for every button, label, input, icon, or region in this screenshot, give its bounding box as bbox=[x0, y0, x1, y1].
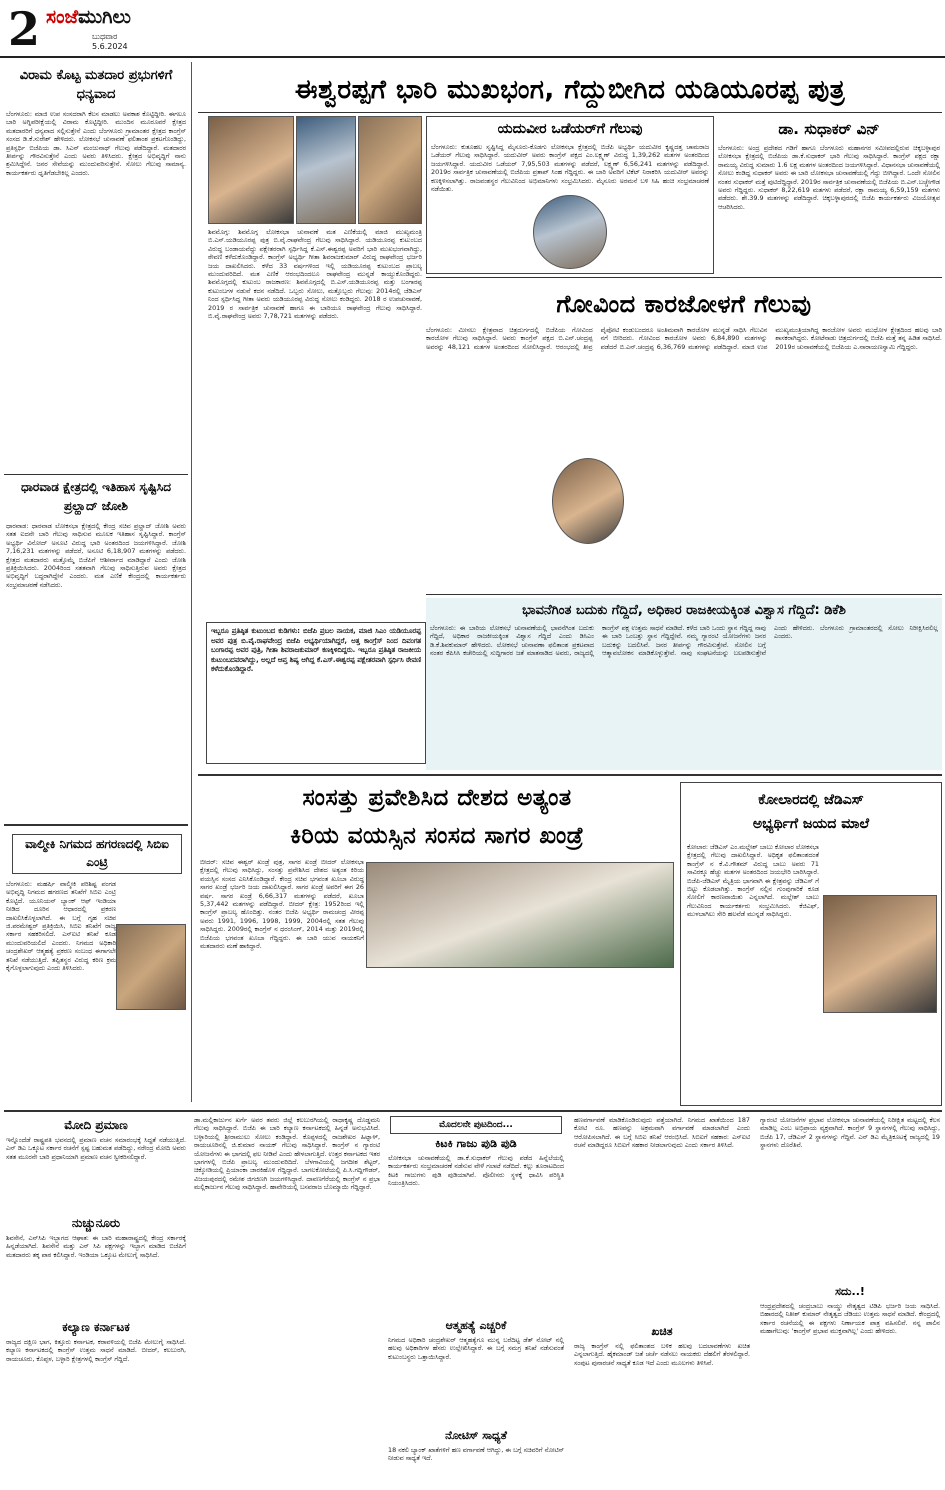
divider bbox=[198, 112, 942, 113]
kolar-body: ಕೋಲಾರ: ಜೆಡಿಎಸ್ ಎಂ.ಮಲ್ಲೇಶ್ ಬಾಬು ಕೋಲಾರ ಲೋಕಸಭಾ ಕ್ಷೇತ್ರದಲ್ಲಿ ಗೆಲುವು ದಾಖಲಿಸಿದ್ದಾರೆ. ಅಧಿಕೃತ ಫಲಿತಾಂಶದಂತೆ ಕಾಂಗ್ರೆಸ್ ನ ಕೆ.ವಿ.ಗೌತಮ್ ವಿರುದ್ಧ ಬಾಬು ಅವರು 71 ಸಾವಿರಕ್ಕೂ ಹೆಚ್ಚು ಮತಗಳ ಅಂತರದಿಂದ ಜಯಭೇರಿ ಬಾರಿಸಿದ್ದಾರೆ. ಬಿಜೆಪಿ-ಜೆಡಿಎಸ್ ಮೈತ್ರಿಯ ಭಾಗವಾಗಿ ಈ ಕ್ಷೇತ್ರವನ್ನು ಜೆಡಿಎಸ್ ಗೆ ಬಿಟ್ಟು ಕೊಡಲಾಗಿತ್ತು. ಕಾಂಗ್ರೆಸ್ ನಲ್ಲಿನ ಗುಂಪುಗಾರಿಕೆ ಕೂಡ ಸೋಲಿಗೆ ಕಾರಣವಾಯಿತು ಎನ್ನಲಾಗಿದೆ. ಮಲ್ಲೇಶ್ ಬಾಬು ಗೆಲುವಿನಿಂದ ಕಾರ್ಯಕರ್ತರು ಸಂಭ್ರಮಿಸಿದರು. ಕೆಜಿಎಫ್, ಮುಳಬಾಗಿಲು ಸೇರಿ ಹಲವೆಡೆ ಮುನ್ನಡೆ ಸಾಧಿಸಿದ್ದರು. bbox=[687, 843, 819, 919]
dkshi-headline: ಭಾವನೆಗಿಂತ ಬದುಕು ಗೆದ್ದಿದೆ, ಅಧಿಕಾರ ರಾಜಕೀಯಕ್ಕಿಂತ ವಿಶ್ವಾಸ ಗೆದ್ದಿದೆ: ಡಿಕೆಶಿ bbox=[522, 603, 846, 618]
mysuru-headline: ಯದುವೀರ ಒಡೆಯರ್‌ಗೆ ಗೆಲುವು bbox=[497, 121, 643, 137]
story2-headline: ಧಾರವಾಡ ಕ್ಷೇತ್ರದಲ್ಲಿ ಇತಿಹಾಸ ಸೃಷ್ಟಿಸಿದ ಪ್ರಲ್ಹಾದ್ ಜೋಶಿ bbox=[20, 480, 172, 513]
kolar-headline-1: ಕೋಲಾರದಲ್ಲಿ ಜೆಡಿಎಸ್ bbox=[758, 792, 864, 808]
divider bbox=[426, 277, 942, 278]
col5-body: ಗ್ಯಾರಂಟಿ ಯೋಜನೆಗಳ ಪ್ರಭಾವ ಲೋಕಸಭಾ ಚುನಾವಣೆಯಲ್ಲಿ ನಿರೀಕ್ಷಿತ ಮಟ್ಟದಲ್ಲಿ ಕೆಲಸ ಮಾಡಿಲ್ಲ ಎಂಬ ಅಭಿಪ್ರಾಯ ವ್ಯಕ್ತವಾಗಿದೆ. ಕಾಂಗ್ರೆಸ್ 9 ಸ್ಥಾನಗಳಲ್ಲಿ ಗೆಲುವು ಸಾಧಿಸಿದ್ದು, ಬಿಜೆಪಿ 17, ಜೆಡಿಎಸ್ 2 ಸ್ಥಾನಗಳನ್ನು ಗೆದ್ದಿವೆ. ಎನ್ ಡಿಎ ಮೈತ್ರಿಕೂಟಕ್ಕೆ ರಾಜ್ಯದಲ್ಲಿ 19 ಸ್ಥಾನಗಳು ದೊರೆತಿವೆ. bbox=[760, 1116, 940, 1150]
story1-body: ಬೆಂಗಳೂರು: ಮಾಜಿ ಉಪ ಸಂಸದರಾಗಿ ಕೆಲಸ ಮಾಡಲು ಅವಕಾಶ ಕೊಟ್ಟಿದ್ದೀರಿ. ಈಗಲೂ ಬಾರಿ ಅಗ್ನಿಪರೀಕ್ಷೆಯಲ್ಲಿ ವಿರಾಮ ಕೊಟ್ಟಿದ್ದೀರಿ. ಮುಂದಿನ ಮೂರೂವರೆ ಕ್ಷೇತ್ರದ ಮತದಾರರಿಗೆ ಧನ್ಯವಾದ ಸಲ್ಲಿಸುತ್ತೇನೆ ಎಂದು ಬೆಂಗಳೂರು ಗ್ರಾಮಾಂತರ ಕ್ಷೇತ್ರದ ಕಾಂಗ್ರೆಸ್ ಸಂಸದ ಡಿ.ಕೆ.ಸುರೇಶ್ ಹೇಳಿದರು. ಲೋಕಸಭೆ ಚುನಾವಣೆ ಫಲಿತಾಂಶ ಪ್ರಕಟಗೊಂಡಿದ್ದು, ಪ್ರತಿಸ್ಪರ್ಧಿ ಬಿಜೆಪಿಯ ಡಾ. ಸಿಎನ್ ಮಂಜುನಾಥ್ ಗೆಲುವು ಪಡೆದಿದ್ದಾರೆ. ಮತದಾರರ ತೀರ್ಪನ್ನು ಗೌರವಿಸುತ್ತೇನೆ ಎಂದು ಅವರು ತಿಳಿಸಿದರು. ಕ್ಷೇತ್ರದ ಅಭಿವೃದ್ಧಿಗೆ ನಾನು ಶ್ರಮಿಸಿದ್ದೇನೆ. ಜನರ ಸೇವೆಯನ್ನು ಮುಂದುವರಿಸುತ್ತೇನೆ. ಸೋಲು ಗೆಲುವು ಸಾಮಾನ್ಯ. ಕಾರ್ಯಕರ್ತರು ಧೃತಿಗೆಡಬೇಕಿಲ್ಲ ಎಂದರು. bbox=[6, 110, 186, 177]
sudhakar-body: ಬೆಂಗಳೂರು: ಅಂದ್ರ ಪ್ರದೇಶದ ಗಡಿಗೆ ಹಾಗೂ ಬೆಂಗಳೂರು ಮಹಾನಗರ ಸಮೀಪದಲ್ಲಿರುವ ಚಿಕ್ಕಬಳ್ಳಾಪುರ ಲೋಕಸಭಾ ಕ್ಷೇತ್ರದಲ್ಲಿ ಬಿಜೆಪಿಯ ಡಾ.ಕೆ.ಸುಧಾಕರ್ ಭಾರಿ ಗೆಲುವು ಸಾಧಿಸಿದ್ದಾರೆ. ಕಾಂಗ್ರೆಸ್ ಪಕ್ಷದ ರಕ್ಷಾ ರಾಮಯ್ಯ ವಿರುದ್ಧ ಸುಮಾರು 1.6 ಲಕ್ಷ ಮತಗಳ ಅಂತರದಿಂದ ಜಯಗಳಿಸಿದ್ದಾರೆ. ವಿಧಾನಸಭಾ ಚುನಾವಣೆಯಲ್ಲಿ ಸೋಲು ಕಂಡಿದ್ದ ಸುಧಾಕರ್ ಅವರು ಈ ಬಾರಿ ಲೋಕಸಭಾ ಚುನಾವಣೆಯಲ್ಲಿ ಗೆದ್ದು ಬೀಗಿದ್ದಾರೆ. ಒಂದೇ ಸೋಲಿನ ನಂತರ ಸುಧಾಕರ್ ಮತ್ತೆ ಪುಟಿದೆದ್ದಿದ್ದಾರೆ. 2019ರ ಸಾರ್ವತ್ರಿಕ ಚುನಾವಣೆಯಲ್ಲಿ ಬಿಜೆಪಿಯ ಬಿ.ಎನ್.ಬಚ್ಚೇಗೌಡ ಅವರು ಗೆದ್ದಿದ್ದರು. ಸುಧಾಕರ್ 8,22,619 ಮತಗಳು ಪಡೆದರೆ, ರಕ್ಷಾ ರಾಮಯ್ಯ 6,59,159 ಮತಗಳು ಪಡೆದರು. ಶೇ.39.9 ಮತಗಳನ್ನು ಪಡೆದಿದ್ದಾರೆ. ಚಿಕ್ಕಬಳ್ಳಾಪುರದಲ್ಲಿ ಬಿಜೆಪಿ ಕಾರ್ಯಕರ್ತರು ವಿಜಯೋತ್ಸವ ಆಚರಿಸಿದರು. bbox=[718, 144, 940, 211]
masthead bbox=[0, 0, 945, 58]
sagar-headline-2: ಕಿರಿಯ ವಯಸ್ಸಿನ ಸಂಸದ ಸಾಗರ ಖಂಡ್ರೆ bbox=[290, 823, 584, 849]
brand-part1: ಸಂಜೆ bbox=[46, 6, 79, 28]
sagar-khandre-photo bbox=[366, 862, 674, 968]
kalyana-headline: ಕಲ್ಯಾಣ ಕರ್ನಾಟಕ bbox=[62, 1320, 130, 1334]
front-page-label: ಮೊದಲನೇ ಪುಟದಿಂದ... bbox=[390, 1116, 562, 1134]
sagar-headline-1: ಸಂಸತ್ತು ಪ್ರವೇಶಿಸಿದ ದೇಶದ ಅತ್ಯಂತ bbox=[302, 785, 572, 811]
khachitha-body: ರಾಜ್ಯ ಕಾಂಗ್ರೆಸ್ ನಲ್ಲಿ ಫಲಿತಾಂಶದ ಬಳಿಕ ಹಲವು ಬದಲಾವಣೆಗಳು ಖಚಿತ ಎನ್ನಲಾಗುತ್ತಿದೆ. ಹೈಕಮಾಂಡ್ ಜತೆ ಚರ್ಚೆ ನಡೆಸಲು ನಾಯಕರು ದೆಹಲಿಗೆ ತೆರಳಲಿದ್ದಾರೆ. ಸಂಪುಟ ಪುನಾರಚನೆ ಸಾಧ್ಯತೆ ಕೂಡ ಇದೆ ಎಂದು ಮೂಲಗಳು ತಿಳಿಸಿವೆ. bbox=[574, 1342, 750, 1367]
mysuru-body: ಬೆಂಗಳೂರು: ಕುತೂಹಲ ಸೃಷ್ಟಿಸಿದ್ದ ಮೈಸೂರು-ಕೊಡಗು ಲೋಕಸಭಾ ಕ್ಷೇತ್ರದಲ್ಲಿ ಬಿಜೆಪಿ ಅಭ್ಯರ್ಥಿ ಯದುವೀರ ಕೃಷ್ಣದತ್ತ ಚಾಮರಾಜ ಒಡೆಯರ್ ಗೆಲುವು ಸಾಧಿಸಿದ್ದಾರೆ. ಯದುವೀರ್ ಅವರು ಕಾಂಗ್ರೆಸ್ ಪಕ್ಷದ ಎಂ.ಲಕ್ಷ್ಮಣ್ ವಿರುದ್ಧ 1,39,262 ಮತಗಳ ಅಂತರದಿಂದ ಜಯಗಳಿಸಿದ್ದಾರೆ. ಯದುವೀರ ಒಡೆಯರ್ 7,95,503 ಮತಗಳನ್ನು ಪಡೆದರೆ, ಲಕ್ಷ್ಮಣ್ 6,56,241 ಮತಗಳನ್ನು ಪಡೆದಿದ್ದಾರೆ. 2019ರ ಸಾರ್ವತ್ರಿಕ ಚುನಾವಣೆಯಲ್ಲಿ ಬಿಜೆಪಿಯ ಪ್ರತಾಪ್ ಸಿಂಹ ಗೆದ್ದಿದ್ದರು. ಈ ಬಾರಿ ಅವರಿಗೆ ಟಿಕೆಟ್ ನಿರಾಕರಿಸಿ ಯದುವೀರ್ ಅವರನ್ನು ಕಣಕ್ಕಿಳಿಸಲಾಗಿತ್ತು. ರಾಜವಂಶಸ್ಥರ ಗೆಲುವಿನಿಂದ ಅಭಿಮಾನಿಗಳು ಸಂಭ್ರಮಿಸಿದರು. ಮೈಸೂರು ಅರಮನೆ ಬಳಿ ಸಿಹಿ ಹಂಚಿ ಸಂಭ್ರಮಾಚರಣೆ ನಡೆಯಿತು. bbox=[431, 143, 709, 194]
brand-part2: ಮುಗಿಲು bbox=[78, 6, 131, 28]
karajol-body: ಬೆಂಗಳೂರು: ಮೀಸಲು ಕ್ಷೇತ್ರವಾದ ಚಿತ್ರದುರ್ಗದಲ್ಲಿ ಬಿಜೆಪಿಯ ಗೋವಿಂದ ಕಾರಜೋಳ ಗೆಲುವು ಸಾಧಿಸಿದ್ದಾರೆ. ಅವರು ಕಾಂಗ್ರೆಸ್ ಪಕ್ಷದ ಬಿ.ಎನ್.ಚಂದ್ರಪ್ಪ ಅವರನ್ನು 48,121 ಮತಗಳ ಅಂತರದಿಂದ ಸೋಲಿಸಿದ್ದಾರೆ. ಆರಂಭದಲ್ಲಿ ತೀವ್ರ ಪೈಪೋಟಿ ಕಂಡುಬಂದರೂ ಅಂತಿಮವಾಗಿ ಕಾರಜೋಳ ಮುನ್ನಡೆ ಸಾಧಿಸಿ ಗೆಲುವಿನ ನಗೆ ಬೀರಿದರು. ಗೋವಿಂದ ಕಾರಜೋಳ ಅವರು 6,84,890 ಮತಗಳನ್ನು ಪಡೆದರೆ ಬಿ.ಎನ್.ಚಂದ್ರಪ್ಪ 6,36,769 ಮತಗಳನ್ನು ಪಡೆದಿದ್ದಾರೆ. ಮಾಜಿ ಉಪ ಮುಖ್ಯಮಂತ್ರಿಯಾಗಿದ್ದ ಕಾರಜೋಳ ಅವರು ಮುಧೋಳ ಕ್ಷೇತ್ರದಿಂದ ಹಲವು ಬಾರಿ ಶಾಸಕರಾಗಿದ್ದರು. ಕೋಟೆನಾಡು ಚಿತ್ರದುರ್ಗದಲ್ಲಿ ಬಿಜೆಪಿ ಮತ್ತೆ ತನ್ನ ಹಿಡಿತ ಸಾಧಿಸಿದೆ. 2019ರ ಚುನಾವಣೆಯಲ್ಲಿ ಬಿಜೆಪಿಯ ಎ.ನಾರಾಯಣಸ್ವಾಮಿ ಗೆದ್ದಿದ್ದರು. bbox=[426, 326, 942, 351]
masthead-day: ಬುಧವಾರ bbox=[92, 32, 118, 41]
divider bbox=[4, 474, 188, 475]
karajol-headline: ಗೋವಿಂದ ಕಾರಜೋಳಗೆ ಗೆಲುವು bbox=[556, 290, 812, 318]
kitaki-headline: ಕಿಟಕಿ ಗಾಜು ಪುಡಿ ಪುಡಿ bbox=[435, 1137, 517, 1150]
geetha-photo bbox=[358, 116, 422, 224]
notice-body: 18 ನಕಲಿ ಬ್ಯಾಂಕ್ ಖಾತೆಗಳಿಗೆ ಹಣ ವರ್ಗಾವಣೆ ಆಗಿದ್ದು, ಈ ಬಗ್ಗೆ ಸಚಿವರಿಗೆ ನೋಟಿಸ್ ನೀಡುವ ಸಾಧ್ಯತೆ ಇದೆ. bbox=[388, 1446, 564, 1463]
divider bbox=[426, 594, 942, 595]
kalyana-body: ರಾಜ್ಯದ ದಕ್ಷಿಣ ಭಾಗ, ಕಿತ್ತೂರು ಕರ್ನಾಟಕ, ಕರಾವಳಿಯಲ್ಲಿ ಬಿಜೆಪಿ ಮೇಲುಗೈ ಸಾಧಿಸಿದೆ. ಕಲ್ಯಾಣ ಕರ್ನಾಟಕದಲ್ಲಿ ಕಾಂಗ್ರೆಸ್ ಉತ್ತಮ ಸಾಧನೆ ಮಾಡಿದೆ. ಬೀದರ್, ಕಲಬುರಗಿ, ರಾಯಚೂರು, ಕೊಪ್ಪಳ, ಬಳ್ಳಾರಿ ಕ್ಷೇತ್ರಗಳಲ್ಲಿ ಕಾಂಗ್ರೆಸ್ ಗೆದ್ದಿದೆ. bbox=[6, 1338, 186, 1363]
kolar-headline-2: ಅಭ್ಯರ್ಥಿಗೆ ಜಯದ ಮಾಲೆ bbox=[752, 816, 870, 832]
raghavendra-photo bbox=[296, 116, 356, 224]
nuchu-headline: ನುಚ್ಚುನೂರು bbox=[71, 1216, 121, 1230]
bottom-col5 bbox=[758, 1116, 942, 1486]
kitaki-body: ಲೋಕಸಭಾ ಚುನಾವಣೆಯಲ್ಲಿ ಡಾ.ಕೆ.ಸುಧಾಕರ್ ಗೆಲುವು ಪಡೆದ ಹಿನ್ನೆಲೆಯಲ್ಲಿ ಕಾರ್ಯಕರ್ತರು ಸಂಭ್ರಮಾಚರಣೆ ನಡೆಸುವ ವೇಳೆ ಗಲಾಟೆ ನಡೆದಿದೆ. ಕಲ್ಲು ತೂರಾಟದಿಂದ ಕಿಟಕಿ ಗಾಜುಗಳು ಪುಡಿ ಪುಡಿಯಾಗಿವೆ. ಪೊಲೀಸರು ಸ್ಥಳಕ್ಕೆ ಧಾವಿಸಿ ಪರಿಸ್ಥಿತಿ ನಿಯಂತ್ರಿಸಿದರು. bbox=[388, 1154, 564, 1188]
story2-body: ಧಾರವಾಡ: ಧಾರವಾಡ ಲೋಕಸಭಾ ಕ್ಷೇತ್ರದಲ್ಲಿ ಕೇಂದ್ರ ಸಚಿವ ಪ್ರಲ್ಹಾದ್ ಜೋಶಿ ಅವರು ಸತತ ಐದನೇ ಬಾರಿ ಗೆಲುವು ಸಾಧಿಸುವ ಮೂಲಕ ಇತಿಹಾಸ ಸೃಷ್ಟಿಸಿದ್ದಾರೆ. ಕಾಂಗ್ರೆಸ್ ಅಭ್ಯರ್ಥಿ ವಿನೋದ್ ಅಸೂಟಿ ವಿರುದ್ಧ ಭಾರಿ ಅಂತರದಿಂದ ಜಯಗಳಿಸಿದ್ದಾರೆ. ಜೋಶಿ 7,16,231 ಮತಗಳನ್ನು ಪಡೆದರೆ, ಅಸೂಟಿ 6,18,907 ಮತಗಳನ್ನು ಪಡೆದರು. ಕ್ಷೇತ್ರದ ಮತದಾರರು ಮತ್ತೊಮ್ಮೆ ಬಿಜೆಪಿಗೆ ಆಶೀರ್ವಾದ ಮಾಡಿದ್ದಾರೆ ಎಂದು ಜೋಶಿ ಪ್ರತಿಕ್ರಿಯಿಸಿದರು. 2004ರಿಂದ ಸತತವಾಗಿ ಗೆಲುವು ಸಾಧಿಸುತ್ತಿರುವ ಅವರು ಕ್ಷೇತ್ರದ ಅಭಿವೃದ್ಧಿಗೆ ಬದ್ಧರಾಗಿದ್ದೇನೆ ಎಂದರು. ಮತ ಎಣಿಕೆ ಕೇಂದ್ರದಲ್ಲಿ ಕಾರ್ಯಕರ್ತರು ಸಂಭ್ರಮಾಚರಣೆ ನಡೆಸಿದರು. bbox=[6, 522, 186, 589]
divider bbox=[4, 1110, 942, 1112]
nuchu-body: ಶಿವಸೇನೆ, ಎನ್‌ಸಿಪಿ ಇಬ್ಭಾಗದ ಆಘಾತ: ಈ ಬಾರಿ ಮಹಾರಾಷ್ಟ್ರದಲ್ಲಿ ಕೇಂದ್ರ ಸರ್ಕಾರಕ್ಕೆ ಹಿನ್ನಡೆಯಾಗಿದೆ. ಶಿವಸೇನೆ ಮತ್ತು ಎನ್ ಸಿಪಿ ಪಕ್ಷಗಳನ್ನು ಇಬ್ಭಾಗ ಮಾಡಿದ ಬಿಜೆಪಿಗೆ ಮತದಾರರು ತಕ್ಕ ಪಾಠ ಕಲಿಸಿದ್ದಾರೆ. ಇಂಡಿಯಾ ಒಕ್ಕೂಟ ಮೇಲುಗೈ ಸಾಧಿಸಿದೆ. bbox=[6, 1234, 186, 1259]
masthead-date bbox=[92, 32, 128, 52]
parameshwar-photo bbox=[116, 924, 186, 1010]
story3-body: ಬೆಂಗಳೂರು: ಮಹರ್ಷಿ ವಾಲ್ಮೀಕಿ ಪರಿಶಿಷ್ಟ ಪಂಗಡ ಅಭಿವೃದ್ಧಿ ನಿಗಮದ ಹಗರಣದ ತನಿಖೆಗೆ ಸಿಬಿಐ ಎಂಟ್ರಿ ಕೊಟ್ಟಿದೆ. ಯೂನಿಯನ್ ಬ್ಯಾಂಕ್ ಆಫ್ ಇಂಡಿಯಾ ನೀಡಿದ ದೂರಿನ ಆಧಾರದಲ್ಲಿ ಪ್ರಕರಣ ದಾಖಲಿಸಿಕೊಳ್ಳಲಾಗಿದೆ. ಈ ಬಗ್ಗೆ ಗೃಹ ಸಚಿವ ಜಿ.ಪರಮೇಶ್ವರ್ ಪ್ರತಿಕ್ರಿಯಿಸಿ, ಸಿಬಿಐ ತನಿಖೆಗೆ ರಾಜ್ಯ ಸರ್ಕಾರ ಸಹಕರಿಸಲಿದೆ. ಎಸ್ಐಟಿ ತನಿಖೆ ಕೂಡ ಮುಂದುವರಿಯಲಿದೆ ಎಂದರು. ನಿಗಮದ ಅಧಿಕಾರಿ ಚಂದ್ರಶೇಖರ್ ಆತ್ಮಹತ್ಯೆ ಪ್ರಕರಣ ಸಂಬಂಧ ಈಗಾಗಲೇ ತನಿಖೆ ನಡೆಯುತ್ತಿದೆ. ತಪ್ಪಿತಸ್ಥರ ವಿರುದ್ಧ ಕಠಿಣ ಕ್ರಮ ಕೈಗೊಳ್ಳಲಾಗುವುದು ಎಂದು ತಿಳಿಸಿದರು. bbox=[6, 880, 116, 973]
notice-headline: ನೋಟಿಸ್ ಸಾಧ್ಯತೆ bbox=[445, 1429, 507, 1442]
mysuru-box bbox=[426, 116, 714, 274]
sudhakar-story bbox=[716, 116, 942, 274]
sadu-body: ಆಂಧ್ರಪ್ರದೇಶದಲ್ಲಿ ಚಂದ್ರಬಾಬು ನಾಯ್ಡು ನೇತೃತ್ವದ ಟಿಡಿಪಿ ಭರ್ಜರಿ ಜಯ ಸಾಧಿಸಿದೆ. ಬಿಹಾರದಲ್ಲಿ ನಿತೀಶ್ ಕುಮಾರ್ ನೇತೃತ್ವದ ಜೆಡಿಯು ಉತ್ತಮ ಸಾಧನೆ ಮಾಡಿದೆ. ಕೇಂದ್ರದಲ್ಲಿ ಸರ್ಕಾರ ರಚನೆಯಲ್ಲಿ ಈ ಪಕ್ಷಗಳು ನಿರ್ಣಾಯಕ ಪಾತ್ರ ವಹಿಸಲಿವೆ. ನನ್ನ ಪಾಲಿನ ಮಹಾಗೆಲುವು: 'ಕಾಂಗ್ರೆಸ್ ಪ್ರಭಾವ ಮುಕ್ತವಾಗಿಲ್ಲ' ಎಂದು ಹೇಳಿದರು. bbox=[760, 1302, 940, 1336]
bottom-col3 bbox=[386, 1116, 566, 1486]
mallesh-babu-photo bbox=[823, 895, 937, 1013]
kolar-story bbox=[680, 782, 942, 1106]
bottom-col1 bbox=[4, 1116, 188, 1486]
modi-body: ಇನ್ನೊಂದೆಡೆ ರಾಷ್ಟ್ರಪತಿ ಭವನದಲ್ಲಿ ಪ್ರಮಾಣ ವಚನ ಸಮಾರಂಭಕ್ಕೆ ಸಿದ್ಧತೆ ನಡೆಯುತ್ತಿದೆ. ಎನ್ ಡಿಎ ಒಕ್ಕೂಟ ಸರ್ಕಾರ ರಚನೆಗೆ ಸ್ಪಷ್ಟ ಬಹುಮತ ಪಡೆದಿದ್ದು, ನರೇಂದ್ರ ಮೋದಿ ಅವರು ಸತತ ಮೂರನೇ ಬಾರಿ ಪ್ರಧಾನಿಯಾಗಿ ಪ್ರಮಾಣ ವಚನ ಸ್ವೀಕರಿಸಲಿದ್ದಾರೆ. bbox=[6, 1136, 186, 1161]
sadu-headline: ಸದು..! bbox=[835, 1285, 865, 1298]
sudhakar-headline: ಡಾ. ಸುಧಾಕರ್ ವಿನ್ bbox=[778, 120, 880, 138]
story3-headline: ವಾಲ್ಮೀಕಿ ನಿಗಮದ ಹಗರಣದಲ್ಲಿ ಸಿಬಿಐ ಎಂಟ್ರಿ bbox=[12, 834, 182, 874]
col4-body: ಹಣವರ್ಗಾವಣೆ ಮಾಡಿಕೊಂಡಿರುವುದು ಪತ್ತೆಯಾಗಿದೆ. ನಿಗಮದ ಖಾತೆಯಿಂದ 187 ಕೋಟಿ ರೂ. ಹಣವನ್ನು ಅಕ್ರಮವಾಗಿ ವರ್ಗಾವಣೆ ಮಾಡಲಾಗಿದೆ ಎಂದು ಆರೋಪಿಸಲಾಗಿದೆ. ಈ ಬಗ್ಗೆ ಸಿಬಿಐ ತನಿಖೆ ಆರಂಭಿಸಿದೆ. ಸಿಬಿಐಗೆ ಸಹಕಾರ: ಎಸ್‌ಐಟಿ ರಚನೆ ಮಾಡಿದ್ದರೂ ಸಿಬಿಐಗೆ ಸಹಕಾರ ನೀಡಲಾಗುವುದು ಎಂದು ಸರ್ಕಾರ ತಿಳಿಸಿದೆ. bbox=[574, 1116, 750, 1150]
dkshi-body: ಬೆಂಗಳೂರು: ಈ ಬಾರಿಯ ಲೋಕಸಭೆ ಚುನಾವಣೆಯಲ್ಲಿ ಭಾವನೆಗಿಂತ ಬದುಕು ಗೆದ್ದಿದೆ, ಅಧಿಕಾರ ರಾಜಕೀಯಕ್ಕಿಂತ ವಿಶ್ವಾಸ ಗೆದ್ದಿದೆ ಎಂದು ಡಿಸಿಎಂ ಡಿ.ಕೆ.ಶಿವಕುಮಾರ್ ಹೇಳಿದರು. ಲೋಕಸಭೆ ಚುನಾವಣಾ ಫಲಿತಾಂಶ ಪ್ರಕಟವಾದ ನಂತರ ಕೆಪಿಸಿಸಿ ಕಚೇರಿಯಲ್ಲಿ ಸುದ್ದಿಗಾರರ ಜತೆ ಮಾತನಾಡಿದ ಅವರು, ರಾಜ್ಯದಲ್ಲಿ ಕಾಂಗ್ರೆಸ್ ಪಕ್ಷ ಉತ್ತಮ ಸಾಧನೆ ಮಾಡಿದೆ. ಕಳೆದ ಬಾರಿ ಒಂದು ಸ್ಥಾನ ಗೆದ್ದಿದ್ದ ನಾವು ಈ ಬಾರಿ ಒಂಬತ್ತು ಸ್ಥಾನ ಗೆದ್ದಿದ್ದೇವೆ. ನಮ್ಮ ಗ್ಯಾರಂಟಿ ಯೋಜನೆಗಳು ಜನರ ಬದುಕನ್ನು ಬದಲಿಸಿವೆ. ಜನರ ತೀರ್ಪನ್ನು ಗೌರವಿಸುತ್ತೇವೆ. ಸೋಲಿನ ಬಗ್ಗೆ ಆತ್ಮಾವಲೋಕನ ಮಾಡಿಕೊಳ್ಳುತ್ತೇವೆ. ನಾವು ಸಂಘಟನೆಯನ್ನು ಬಲಪಡಿಸುತ್ತೇವೆ ಎಂದು ಹೇಳಿದರು. ಬೆಂಗಳೂರು ಗ್ರಾಮಾಂತರದಲ್ಲಿ ಸೋಲು ನಿರೀಕ್ಷಿಸಿರಲಿಲ್ಲ ಎಂದರು. bbox=[430, 624, 938, 658]
yaduveer-photo bbox=[533, 195, 607, 269]
shivamogga-box: ಇಬ್ಬರೂ ಪ್ರತಿಷ್ಠಿತ ಕುಟುಂಬದ ಕುಡಿಗಳು: ಬಿಜೆಪಿ ಪ್ರಬಲ ನಾಯಕ, ಮಾಜಿ ಸಿಎಂ ಯಡಿಯೂರಪ್ಪ ಅವರ ಪುತ್ರ ಬಿ.ವೈ.ರಾಘವೇಂದ್ರ ಬಿಜೆಪಿ ಅಭ್ಯರ್ಥಿಯಾಗಿದ್ದರೆ, ಅತ್ತ ಕಾಂಗ್ರೆಸ್ ನಿಂದ ದಿವಂಗತ ಬಂಗಾರಪ್ಪ ಅವರ ಪುತ್ರಿ, ಗೀತಾ ಶಿವರಾಜಕುಮಾರ್ ಕಣಕ್ಕಿಳಿದಿದ್ದರು. ಇಬ್ಬರೂ ಪ್ರತಿಷ್ಠಿತ ರಾಜಕೀಯ ಕುಟುಂಬದವರಾಗಿದ್ದು, ಅಲ್ಲದೆ ಆಪ್ತ ಶಿಷ್ಯ ಆಗಿದ್ದ ಕೆ.ಎಸ್.ಈಶ್ವರಪ್ಪ ಪಕ್ಷೇತರವಾಗಿ ಸ್ಪರ್ಧಿಸಿ ಠೇವಣಿ ಕಳೆದುಕೊಂಡಿದ್ದಾರೆ. bbox=[206, 622, 426, 764]
top-banner-headline: ಈಶ್ವರಪ್ಪಗೆ ಭಾರಿ ಮುಖಭಂಗ, ಗೆದ್ದುಬೀಗಿದ ಯಡಿಯೂರಪ್ಪ ಪುತ್ರ bbox=[294, 75, 846, 105]
modi-headline: ಮೋದಿ ಪ್ರಮಾಣ bbox=[64, 1118, 128, 1132]
athahath-body: ನಿಗಮದ ಅಧಿಕಾರಿ ಚಂದ್ರಶೇಖರ್ ಆತ್ಮಹತ್ಯೆಗೂ ಮುನ್ನ ಬರೆದಿಟ್ಟ ಡೆತ್ ನೋಟ್ ನಲ್ಲಿ ಹಲವು ಅಧಿಕಾರಿಗಳ ಹೆಸರು ಉಲ್ಲೇಖಿಸಿದ್ದಾರೆ. ಈ ಬಗ್ಗೆ ಸಮಗ್ರ ತನಿಖೆ ನಡೆಸುವಂತೆ ಕುಟುಂಬಸ್ಥರು ಒತ್ತಾಯಿಸಿದ್ದಾರೆ. bbox=[388, 1336, 564, 1361]
athahath-headline: ಆತ್ಮಹತ್ಯೆ ಎಚ್ಚರಿಕೆ bbox=[445, 1319, 507, 1332]
story1-headline: ವಿರಾಮ ಕೊಟ್ಟ ಮತದಾರ ಪ್ರಭುಗಳಿಗೆ ಧನ್ಯವಾದ bbox=[19, 68, 173, 102]
bottom-col4 bbox=[572, 1116, 752, 1486]
divider bbox=[4, 824, 188, 826]
brand-logo bbox=[46, 6, 131, 28]
eshwarappa-photo bbox=[208, 116, 294, 224]
masthead-date-value: 5.6.2024 bbox=[92, 42, 128, 51]
shivamogga-body: ಶಿವಮೊಗ್ಗ: ಶಿವಮೊಗ್ಗ ಲೋಕಸಭಾ ಚುನಾವಣೆ ಮತ ಎಣಿಕೆಯಲ್ಲಿ ಮಾಜಿ ಮುಖ್ಯಮಂತ್ರಿ ಬಿ.ಎಸ್.ಯಡಿಯೂರಪ್ಪ ಪುತ್ರ ಬಿ.ವೈ.ರಾಘವೇಂದ್ರ ಗೆಲುವು ಸಾಧಿಸಿದ್ದಾರೆ. ಯಡಿಯೂರಪ್ಪ ಕುಟುಂಬದ ವಿರುದ್ಧ ಬಂಡಾಯವೆದ್ದು ಪಕ್ಷೇತರರಾಗಿ ಸ್ಪರ್ಧಿಸಿದ್ದ ಕೆ.ಎಸ್.ಈಶ್ವರಪ್ಪ ಅವರಿಗೆ ಭಾರಿ ಮುಖಭಂಗವಾಗಿದ್ದು, ಠೇವಣಿ ಕಳೆದುಕೊಂಡಿದ್ದಾರೆ. ಕಾಂಗ್ರೆಸ್ ಅಭ್ಯರ್ಥಿ ಗೀತಾ ಶಿವರಾಜಕುಮಾರ್ ವಿರುದ್ಧ ರಾಘವೇಂದ್ರ ಭರ್ಜರಿ ಜಯ ದಾಖಲಿಸಿದರು. ಕಳೆದ 33 ವರ್ಷಗಳಿಂದ ಇಲ್ಲಿ ಯಡಿಯೂರಪ್ಪ ಕುಟುಂಬದ ಪ್ರಾಬಲ್ಯ ಮುಂದುವರಿದಿದೆ. ಮತ ಎಣಿಕೆ ಆರಂಭದಿಂದಲೂ ರಾಘವೇಂದ್ರ ಮುನ್ನಡೆ ಕಾಯ್ದುಕೊಂಡಿದ್ದರು. ಶಿವಮೊಗ್ಗದಲ್ಲಿ ಕುಟುಂಬ ರಾಜಕಾರಣ: ಶಿವಮೊಗ್ಗದಲ್ಲಿ ಬಿ.ಎಸ್.ಯಡಿಯೂರಪ್ಪ ಮತ್ತು ಬಂಗಾರಪ್ಪ ಕುಟುಂಬಗಳ ನಡುವೆ ಕದನ ನಡೆದಿದೆ. ಒಬ್ಬರು ಸೋಲು, ಮತ್ತೊಬ್ಬರು ಗೆಲುವು: 2014ರಲ್ಲಿ ಜೆಡಿಎಸ್ ನಿಂದ ಸ್ಪರ್ಧಿಸಿದ್ದ ಗೀತಾ ಅವರು ಯಡಿಯೂರಪ್ಪ ವಿರುದ್ಧ ಸೋಲು ಕಂಡಿದ್ದರು. 2018 ರ ಉಪಚುನಾವಣೆ, 2019 ರ ಸಾರ್ವತ್ರಿಕ ಚುನಾವಣೆ ಹಾಗೂ ಈ ಬಾರಿಯೂ ರಾಘವೇಂದ್ರ ಗೆಲುವು ಸಾಧಿಸಿದ್ದಾರೆ. ಬಿ.ವೈ.ರಾಘವೇಂದ್ರ ಅವರು 7,78,721 ಮತಗಳನ್ನು ಪಡೆದರು. bbox=[208, 228, 422, 321]
bottom-col2: ಡಾ.ಮಲ್ಲಿಕಾರ್ಜುನ ಖರ್ಗೆ ಅವರ ತವರು ಜಿಲ್ಲೆ ಕಲಬುರಗಿಯಲ್ಲಿ ರಾಧಾಕೃಷ್ಣ ದೊಡ್ಡಮನಿ ಗೆಲುವು ಸಾಧಿಸಿದ್ದಾರೆ. ಬಿಜೆಪಿ ಈ ಬಾರಿ ಕಲ್ಯಾಣ ಕರ್ನಾಟಕದಲ್ಲಿ ಹಿನ್ನಡೆ ಅನುಭವಿಸಿದೆ. ಬಳ್ಳಾರಿಯಲ್ಲಿ ಶ್ರೀರಾಮುಲು ಸೋಲು ಕಂಡಿದ್ದಾರೆ. ಕೊಪ್ಪಳದಲ್ಲಿ ರಾಜಶೇಖರ ಹಿಟ್ನಾಳ್, ರಾಯಚೂರಿನಲ್ಲಿ ಜಿ.ಕುಮಾರ ನಾಯಕ್ ಗೆಲುವು ಸಾಧಿಸಿದ್ದಾರೆ. ಕಾಂಗ್ರೆಸ್ ನ ಗ್ಯಾರಂಟಿ ಯೋಜನೆಗಳು ಈ ಭಾಗದಲ್ಲಿ ಫಲ ನೀಡಿವೆ ಎಂದು ಹೇಳಲಾಗುತ್ತಿದೆ. ಉತ್ತರ ಕರ್ನಾಟಕದ ಇತರ ಭಾಗಗಳಲ್ಲಿ ಬಿಜೆಪಿ ಪ್ರಾಬಲ್ಯ ಮುಂದುವರಿದಿದೆ. ಬೆಳಗಾವಿಯಲ್ಲಿ ಜಗದೀಶ ಶೆಟ್ಟರ್, ಚಿಕ್ಕೋಡಿಯಲ್ಲಿ ಪ್ರಿಯಾಂಕಾ ಜಾರಕಿಹೊಳಿ ಗೆದ್ದಿದ್ದಾರೆ. ಬಾಗಲಕೋಟೆಯಲ್ಲಿ ಪಿ.ಸಿ.ಗದ್ದಿಗೌಡರ್, ವಿಜಯಪುರದಲ್ಲಿ ರಮೇಶ ಜಿಗಜಿಣಗಿ ಜಯಗಳಿಸಿದ್ದಾರೆ. ದಾವಣಗೆರೆಯಲ್ಲಿ ಕಾಂಗ್ರೆಸ್ ನ ಪ್ರಭಾ ಮಲ್ಲಿಕಾರ್ಜುನ ಗೆಲುವು ಸಾಧಿಸಿದ್ದಾರೆ. ಹಾವೇರಿಯಲ್ಲಿ ಬಸವರಾಜ ಬೊಮ್ಮಾಯಿ ಗೆದ್ದಿದ್ದಾರೆ. bbox=[194, 1116, 380, 1192]
karajol-photo bbox=[552, 458, 624, 544]
khachitha-headline: ಖಚಿತ bbox=[651, 1325, 673, 1338]
page-number: 2 bbox=[8, 2, 41, 56]
dkshi-story bbox=[426, 598, 942, 770]
left-column bbox=[4, 62, 192, 1102]
sagar-body: ಬೀದರ್: ಸಚಿವ ಈಶ್ವರ್ ಖಂಡ್ರೆ ಪುತ್ರ, ಸಾಗರ ಖಂಡ್ರೆ ಬೀದರ್ ಲೋಕಸಭಾ ಕ್ಷೇತ್ರದಲ್ಲಿ ಗೆಲುವು ಸಾಧಿಸಿದ್ದು, ಸಂಸತ್ತು ಪ್ರವೇಶಿಸಿದ ದೇಶದ ಅತ್ಯಂತ ಕಿರಿಯ ವಯಸ್ಸಿನ ಸಂಸದ ಎನಿಸಿಕೊಂಡಿದ್ದಾರೆ. ಕೇಂದ್ರ ಸಚಿವ ಭಗವಂತ ಖೂಬಾ ವಿರುದ್ಧ ಸಾಗರ ಖಂಡ್ರೆ ಭರ್ಜರಿ ಜಯ ದಾಖಲಿಸಿದ್ದಾರೆ. ಸಾಗರ ಖಂಡ್ರೆ ಅವರಿಗೆ ಈಗ 26 ವರ್ಷ. ಸಾಗರ ಖಂಡ್ರೆ 6,66,317 ಮತಗಳನ್ನು ಪಡೆದರೆ, ಖೂಬಾ 5,37,442 ಮತಗಳನ್ನು ಪಡೆದಿದ್ದಾರೆ. ಬೀದರ್ ಕ್ಷೇತ್ರ: 1952ರಿಂದ ಇಲ್ಲಿ ಕಾಂಗ್ರೆಸ್ ಪ್ರಾಬಲ್ಯ ಹೊಂದಿತ್ತು. ನಂತರ ಬಿಜೆಪಿ ಅಭ್ಯರ್ಥಿ ರಾಮಚಂದ್ರ ವೀರಪ್ಪ ಅವರು 1991, 1996, 1998, 1999, 2004ರಲ್ಲಿ ಸತತ ಗೆಲುವು ಸಾಧಿಸಿದ್ದರು. 2009ರಲ್ಲಿ ಕಾಂಗ್ರೆಸ್ ನ ಧರಂಸಿಂಗ್, 2014 ಮತ್ತು 2019ರಲ್ಲಿ ಬಿಜೆಪಿಯ ಭಗವಂತ ಖೂಬಾ ಗೆದ್ದಿದ್ದರು. ಈ ಬಾರಿ ಯುವ ನಾಯಕನಿಗೆ ಮತದಾರರು ಮಣೆ ಹಾಕಿದ್ದಾರೆ. bbox=[200, 858, 364, 951]
divider bbox=[198, 774, 942, 776]
